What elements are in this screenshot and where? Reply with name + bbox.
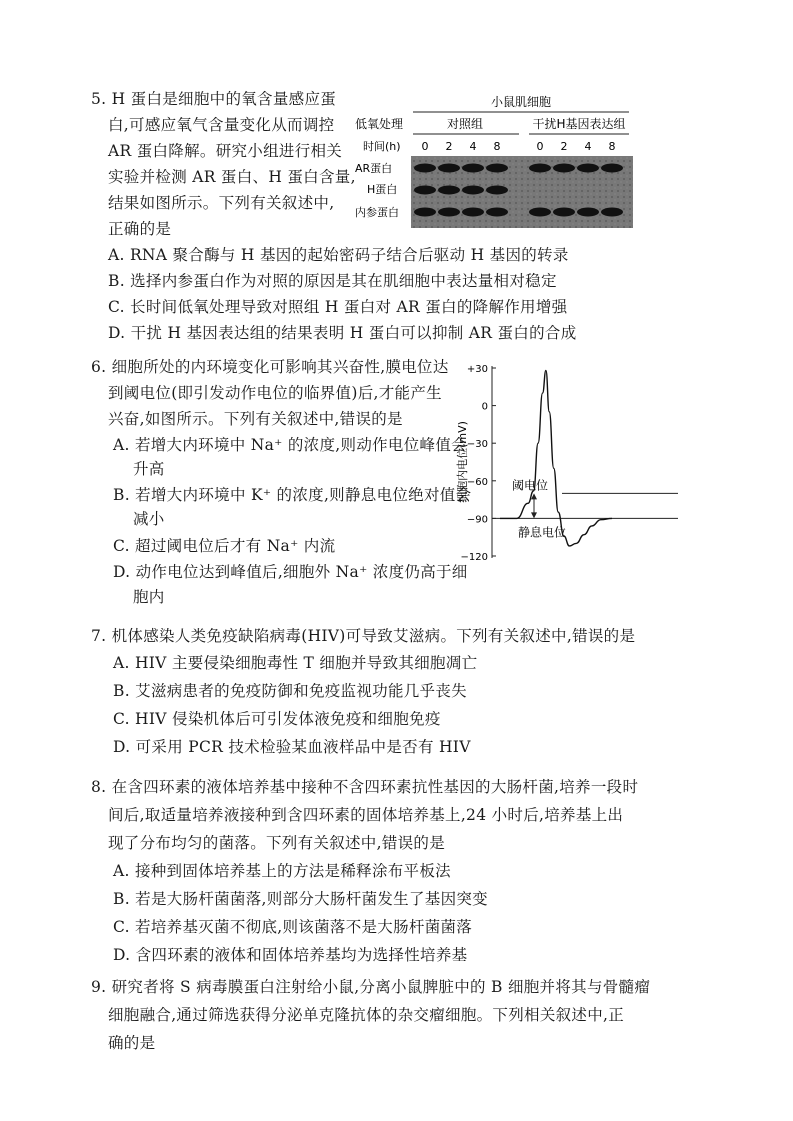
h-band (486, 186, 508, 195)
y-axis-label: 细胞内电位(mV) (456, 421, 469, 503)
q9-stem-line: 细胞融合,通过筛选获得分泌单克隆抗体的杂交瘤细胞。下列相关叙述中,正 (108, 1006, 625, 1024)
membrane-potential-chart (452, 358, 682, 568)
q6-option-c: C. 超过阈电位后才有 Na⁺ 内流 (113, 537, 336, 555)
reference-band (462, 208, 484, 217)
q9-stem-line: 确的是 (108, 1034, 156, 1052)
blot-time-tick: 2 (445, 140, 453, 153)
q6-option-b: B. 若增大内环境中 K⁺ 的浓度,则静息电位绝对值会 (113, 486, 472, 504)
blot-group-knockdown: 干扰H基因表达组 (532, 117, 626, 131)
q6-option-a-cont: 升高 (133, 460, 165, 478)
ar-band (486, 164, 508, 173)
ar-band (577, 164, 599, 173)
y-tick-label: +30 (466, 364, 488, 375)
blot-group-control: 对照组 (446, 117, 484, 131)
q7-option-b: B. 艾滋病患者的免疫防御和免疫监视功能几乎丧失 (113, 682, 467, 700)
q8-option-d: D. 含四环素的液体和固体培养基均为选择性培养基 (113, 946, 468, 964)
y-tick-label: 0 (481, 401, 488, 413)
q6-option-d-cont: 胞内 (133, 588, 165, 606)
resting-label: 静息电位 (518, 525, 567, 540)
blot-band-label-ref: 内参蛋白 (355, 206, 399, 219)
y-tick-label: −90 (466, 514, 488, 526)
threshold-label: 阈电位 (512, 478, 549, 493)
q7-stem: 7. 机体感染人类免疫缺陷病毒(HIV)可导致艾滋病。下列有关叙述中,错误的是 (91, 627, 636, 645)
reference-band (529, 208, 551, 217)
blot-time-labels (422, 140, 616, 153)
reference-band (486, 208, 508, 217)
q5-stem-line: 实验并检测 AR 蛋白、H 蛋白含量, (108, 168, 356, 186)
arrow-head-down (531, 512, 537, 518)
q5-stem-line: 正确的是 (108, 220, 172, 238)
blot-title: 小鼠肌细胞 (490, 95, 552, 109)
reference-band (601, 208, 623, 217)
blot-time-tick: 4 (469, 140, 477, 153)
blot-band-label-ar: AR蛋白 (355, 162, 393, 175)
q9-stem-line: 9. 研究者将 S 病毒膜蛋白注射给小鼠,分离小鼠脾脏中的 B 细胞并将其与骨髓瘤 (91, 978, 651, 996)
q6-option-b-cont: 减小 (133, 510, 165, 528)
ar-band (462, 164, 484, 173)
ar-band (414, 164, 436, 173)
ar-band (438, 164, 460, 173)
blot-time-tick: 4 (584, 140, 592, 153)
blot-row-header: 低氧处理 (355, 117, 404, 131)
q8-stem-line: 8. 在含四环素的液体培养基中接种不含四环素抗性基因的大肠杆菌,培养一段时 (91, 778, 639, 796)
q6-stem-line: 6. 细胞所处的内环境变化可影响其兴奋性,膜电位达 (91, 358, 449, 376)
q8-option-c: C. 若培养基灭菌不彻底,则该菌落不是大肠杆菌菌落 (113, 918, 473, 936)
action-potential-curve (500, 371, 612, 546)
h-band (462, 186, 484, 195)
ar-band (553, 164, 575, 173)
ar-band (529, 164, 551, 173)
q7-option-a: A. HIV 主要侵染细胞毒性 T 细胞并导致其细胞凋亡 (113, 654, 478, 672)
q8-option-a: A. 接种到固体培养基上的方法是稀释涂布平板法 (113, 862, 451, 880)
y-tick-label: −120 (460, 552, 488, 563)
h-band (414, 186, 436, 195)
q6-stem-line: 兴奋,如图所示。下列有关叙述中,错误的是 (108, 410, 403, 428)
reference-band (438, 208, 460, 217)
q5-option-d: D. 干扰 H 基因表达组的结果表明 H 蛋白可以抑制 AR 蛋白的合成 (108, 324, 577, 342)
q5-option-b: B. 选择内参蛋白作为对照的原因是其在肌细胞中表达量相对稳定 (108, 272, 557, 290)
western-blot-figure (353, 94, 635, 229)
q6-option-d: D. 动作电位达到峰值后,细胞外 Na⁺ 浓度仍高于细 (113, 563, 468, 581)
reference-band (414, 208, 436, 217)
q5-stem-line: 白,可感应氧气含量变化从而调控 (108, 116, 335, 134)
blot-time-tick: 0 (536, 140, 544, 153)
q7-option-d: D. 可采用 PCR 技术检验某血液样品中是否有 HIV (113, 738, 471, 756)
blot-time-tick: 8 (493, 140, 501, 153)
reference-band (553, 208, 575, 217)
q5-option-c: C. 长时间低氧处理导致对照组 H 蛋白对 AR 蛋白的降解作用增强 (108, 298, 568, 316)
q6-stem-line: 到阈电位(即引发动作电位的临界值)后,才能产生 (108, 384, 442, 402)
blot-time-tick: 8 (608, 140, 616, 153)
blot-time-label: 时间(h) (363, 140, 401, 153)
q5-stem-line: AR 蛋白降解。研究小组进行相关 (108, 142, 343, 160)
q5-stem-line: 5. H 蛋白是细胞中的氧含量感应蛋 (91, 90, 337, 108)
q8-stem-line: 间后,取适量培养液接种到含四环素的固体培养基上,24 小时后,培养基上出 (108, 806, 624, 824)
q6-option-a: A. 若增大内环境中 Na⁺ 的浓度,则动作电位峰值会 (113, 436, 467, 454)
blot-band-label-h: H蛋白 (367, 183, 398, 196)
y-tick-label: −30 (466, 439, 488, 451)
q8-option-b: B. 若是大肠杆菌菌落,则部分大肠杆菌发生了基因突变 (113, 890, 488, 908)
q7-option-c: C. HIV 侵染机体后可引发体液免疫和细胞免疫 (113, 710, 441, 728)
reference-band (577, 208, 599, 217)
h-band (438, 186, 460, 195)
blot-time-tick: 2 (560, 140, 568, 153)
q8-stem-line: 现了分布均匀的菌落。下列有关叙述中,错误的是 (108, 834, 446, 852)
blot-time-tick: 0 (421, 140, 429, 153)
q5-stem-line: 结果如图所示。下列有关叙述中, (108, 194, 335, 212)
q5-option-a: A. RNA 聚合酶与 H 基因的起始密码子结合后驱动 H 基因的转录 (108, 246, 569, 264)
y-tick-label: −60 (466, 476, 488, 488)
ar-band (601, 164, 623, 173)
